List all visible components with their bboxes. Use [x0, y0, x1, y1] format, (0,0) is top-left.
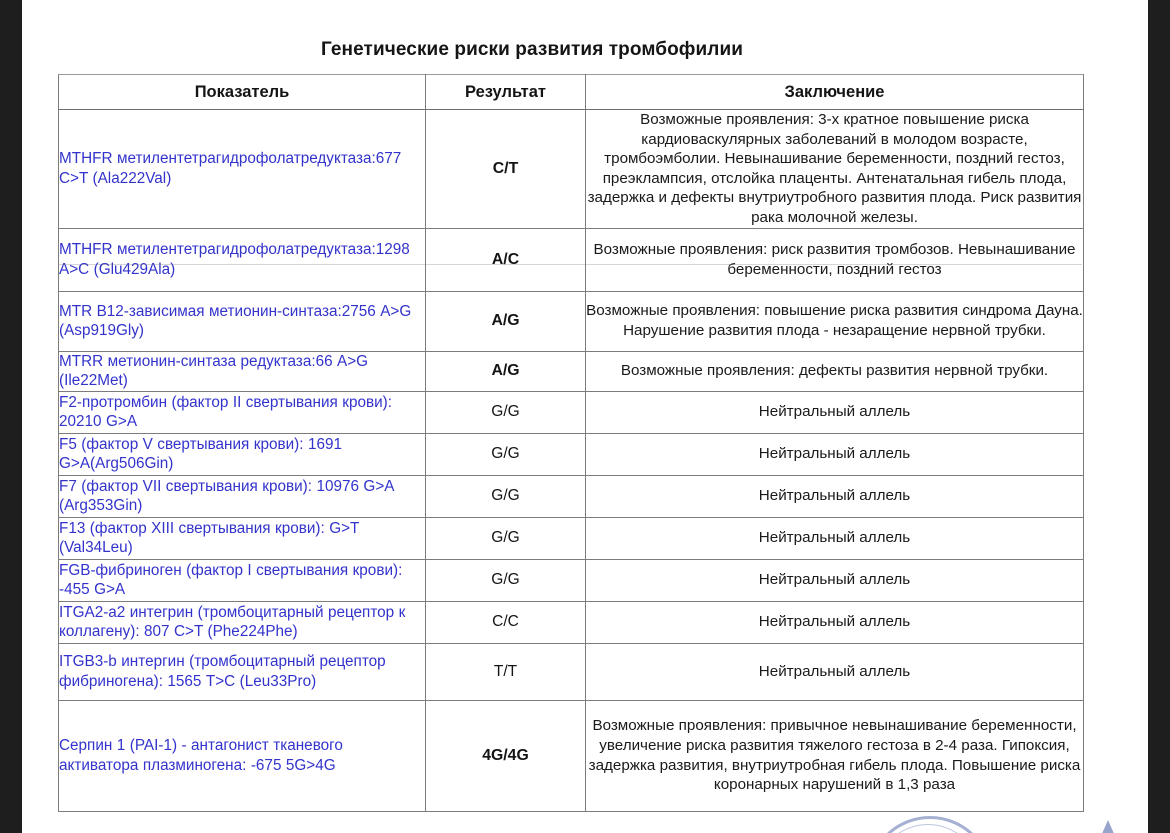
- conclusion-cell: Нейтральный аллель: [586, 433, 1084, 475]
- table-row: [59, 110, 1084, 229]
- result-cell: C/T: [426, 110, 586, 229]
- result-cell: G/G: [426, 559, 586, 601]
- stamp-outer-ring: [867, 816, 993, 833]
- conclusion-cell: Возможные проявления: привычное невынашивание беременности, увеличение риска развития тяжелого гестоза в 2-4 раза. Гипоксия, задержка развития, внутриутробная гибель плода. Повышение риска коронарных нарушений в 1,3 раза: [586, 700, 1084, 811]
- marker-cell: FGB-фибриноген (фактор I свертывания крови): -455 G>A: [59, 559, 426, 601]
- marker-cell: Серпин 1 (PAI-1) - антагонист тканевого активатора плазминогена: -675 5G>4G: [59, 700, 426, 811]
- result-cell: A/G: [426, 351, 586, 391]
- conclusion-cell: Возможные проявления: риск развития тромбозов. Невынашивание беременности, поздний гестоз: [586, 228, 1084, 291]
- table-row: [59, 291, 1084, 351]
- table-row: [59, 700, 1084, 811]
- marker-cell: MTR B12-зависимая метионин-синтаза:2756 A>G (Asp919Gly): [59, 291, 426, 351]
- conclusion-cell: Нейтральный аллель: [586, 643, 1084, 700]
- table-header-row: [59, 75, 1084, 110]
- marker-cell: F5 (фактор V свертывания крови): 1691 G>A(Arg506Gin): [59, 433, 426, 475]
- stamp-mark-icon: [1101, 820, 1115, 833]
- result-cell: A/C: [426, 228, 586, 291]
- marker-cell: MTRR метионин-синтаза редуктаза:66 A>G (Ile22Met): [59, 351, 426, 391]
- result-cell: G/G: [426, 475, 586, 517]
- result-cell: G/G: [426, 433, 586, 475]
- table-body: [59, 110, 1084, 812]
- column-header-result: Результат: [426, 75, 586, 110]
- conclusion-cell: Нейтральный аллель: [586, 475, 1084, 517]
- conclusion-cell: Нейтральный аллель: [586, 559, 1084, 601]
- result-cell: G/G: [426, 517, 586, 559]
- result-cell: G/G: [426, 391, 586, 433]
- letterbox-bar-left: [0, 0, 22, 833]
- result-cell: 4G/4G: [426, 700, 586, 811]
- table-row: [59, 228, 1084, 291]
- letterbox-bar-right: [1148, 0, 1170, 833]
- conclusion-cell: Нейтральный аллель: [586, 517, 1084, 559]
- marker-cell: MTHFR метилентетрагидрофолатредуктаза:1298 A>C (Glu429Ala): [59, 228, 426, 291]
- table-row: [59, 433, 1084, 475]
- table-row: [59, 559, 1084, 601]
- table-row: [59, 391, 1084, 433]
- table-row: [59, 643, 1084, 700]
- marker-cell: F13 (фактор XIII свертывания крови): G>T (Val34Leu): [59, 517, 426, 559]
- marker-cell: ITGB3-b интергин (тромбоцитарный рецептор фибриногена): 1565 T>C (Leu33Pro): [59, 643, 426, 700]
- table-row: [59, 351, 1084, 391]
- table-row: [59, 601, 1084, 643]
- marker-cell: F7 (фактор VII свертывания крови): 10976 G>A (Arg353Gin): [59, 475, 426, 517]
- conclusion-cell: Возможные проявления: 3-х кратное повышение риска кардиоваскулярных заболеваний в молодом возрасте, тромбоэмболии. Невынашивание беременности, поздний гестоз, преэклампсия, отслойка плаценты. Антенатальная гибель плода, задержка и дефекты внутриутробного развития плода. Риск развития рака молочной железы.: [586, 110, 1084, 229]
- marker-cell: F2-протромбин (фактор II свертывания крови): 20210 G>A: [59, 391, 426, 433]
- genetic-risk-table: [58, 74, 1084, 812]
- conclusion-cell: Нейтральный аллель: [586, 601, 1084, 643]
- conclusion-cell: Возможные проявления: дефекты развития нервной трубки.: [586, 351, 1084, 391]
- result-cell: A/G: [426, 291, 586, 351]
- document-page: [22, 0, 1148, 833]
- page-title: Генетические риски развития тромбофилии: [320, 39, 744, 60]
- conclusion-cell: Возможные проявления: повышение риска развития синдрома Дауна. Нарушение развития плода - незаращение нервной трубки.: [586, 291, 1084, 351]
- result-cell: C/C: [426, 601, 586, 643]
- stamp-inner-ring: [875, 824, 981, 833]
- column-header-conclusion: Заключение: [586, 75, 1084, 110]
- marker-cell: MTHFR метилентетрагидрофолатредуктаза:677 C>T (Ala222Val): [59, 110, 426, 229]
- conclusion-cell: Нейтральный аллель: [586, 391, 1084, 433]
- marker-cell: ITGA2-a2 интегрин (тромбоцитарный рецептор к коллагену): 807 C>T (Phe224Phe): [59, 601, 426, 643]
- column-header-marker: Показатель: [59, 75, 426, 110]
- table-row: [59, 517, 1084, 559]
- table-row: [59, 475, 1084, 517]
- result-cell: T/T: [426, 643, 586, 700]
